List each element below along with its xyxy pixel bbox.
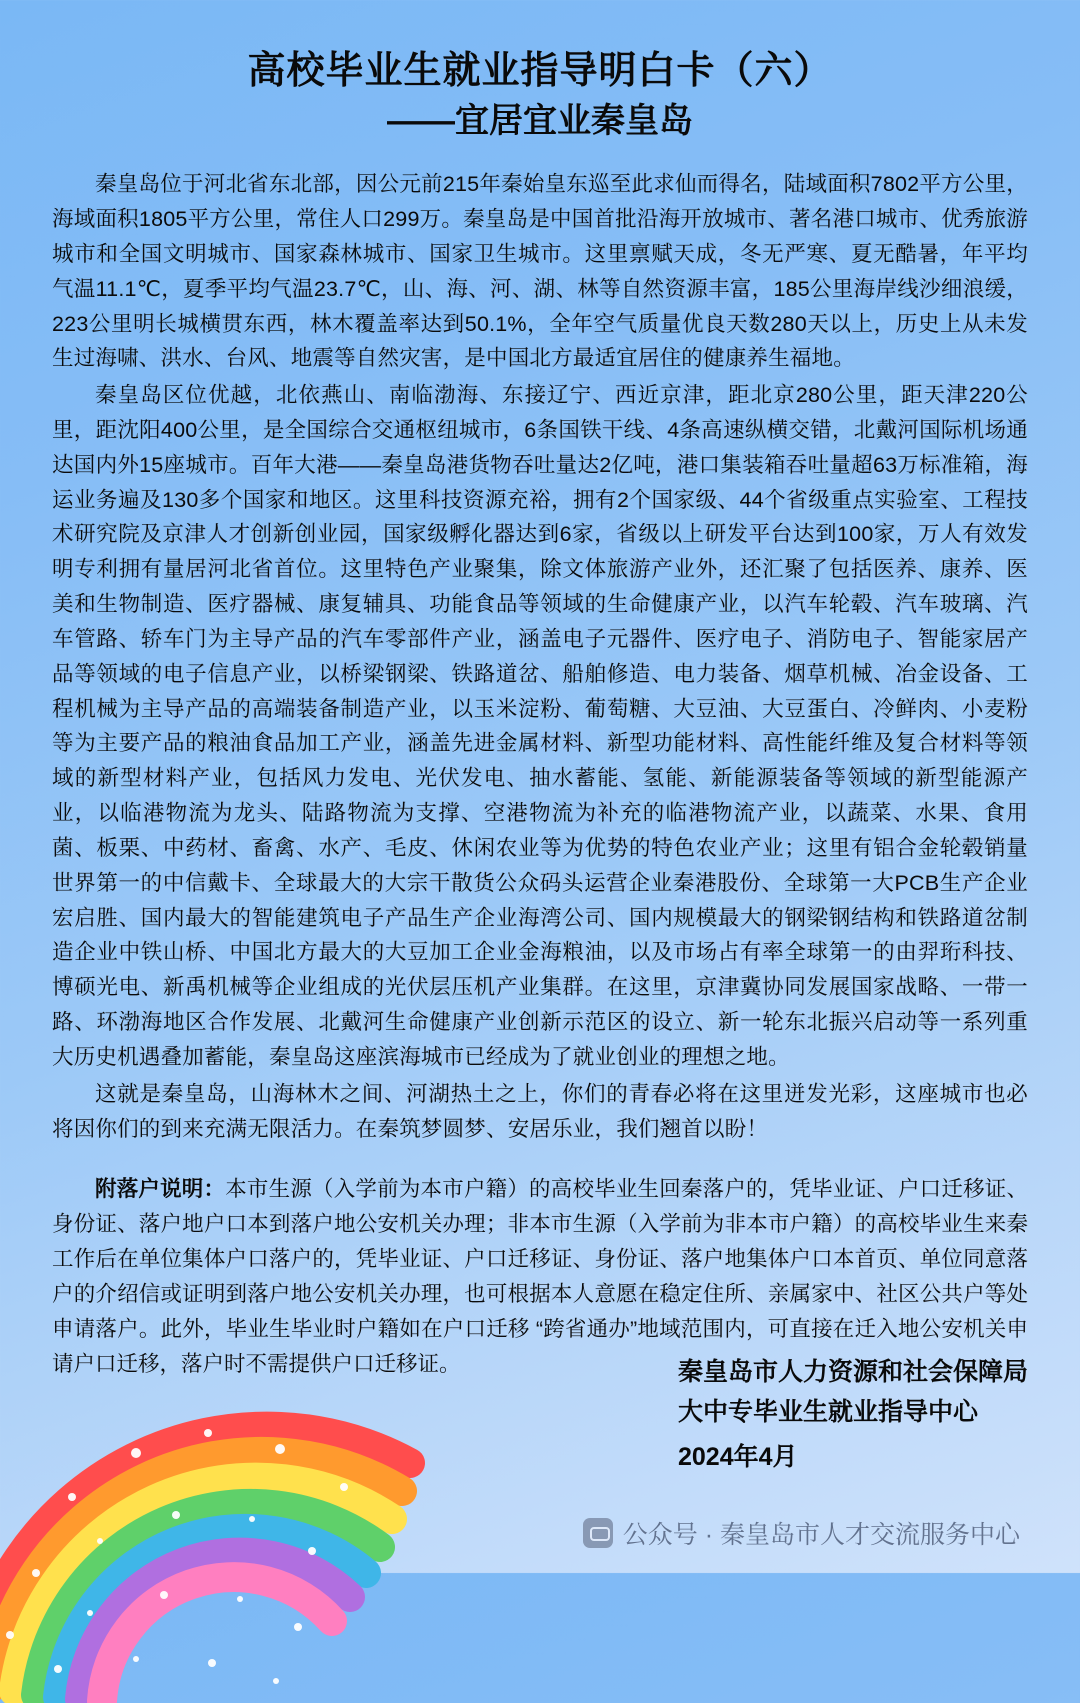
note-label: 附落户说明：: [95, 1177, 226, 1202]
note-paragraph: [52, 1172, 1028, 1381]
official-account-bar: [583, 1515, 1020, 1551]
sparkle-group: [0, 1429, 348, 1684]
note-block: [52, 1172, 1028, 1381]
paragraph-1: 秦皇岛位于河北省东北部，因公元前215年秦始皇东巡至此求仙而得名，陆域面积7802平方公里，海域面积1805平方公里，常住人口299万。秦皇岛是中国首批沿海开放城市、著名港口城市、优秀旅游城市和全国文明城市、国家森林城市、国家卫生城市。这里禀赋天成，冬无严寒、夏无酷暑，年平均气温11.1℃，夏季平均气温23.7℃，山、海、河、湖、林等自然资源丰富，185公里海岸线沙细浪缓，223公里明长城横贯东西，林木覆盖率达到50.1%，全年空气质量优良天数280天以上，历史上从未发生过海啸、洪水、台风、地震等自然灾害，是中国北方最适宜居住的健康养生福地。: [52, 172, 1028, 371]
footer-date: 2024年4月: [677, 1442, 798, 1471]
body-text: [52, 167, 1028, 1146]
footer-org-line2: 大中专毕业生就业指导中心: [677, 1398, 978, 1426]
page-title: 高校毕业生就业指导明白卡（六）: [247, 50, 833, 92]
paragraph-3: 这就是秦皇岛，山海林木之间、河湖热土之上，你们的青春必将在这里迸发光彩，这座城市也必将因你们的到来充满无限活力。在秦筑梦圆梦、安居乐业，我们翘首以盼！: [52, 1081, 1028, 1141]
footer-org-line1: 秦皇岛市人力资源和社会保障局: [677, 1357, 1028, 1386]
paragraph-2: 秦皇岛区位优越，北依燕山、南临渤海、东接辽宁、西近京津，距北京280公里，距天津220公里，距沈阳400公里，是全国综合交通枢纽城市，6条国铁干线、4条高速纵横交错，北戴河国际机场通达国内外15座城市。百年大港——秦皇岛港货物吞吐量达2亿吨，港口集装箱吞吐量超63万标准箱，海运业务遍及130多个国家和地区。这里科技资源充裕，拥有2个国家级、44个省级重点实验室、工程技术研究院及京津人才创新创业园，国家级孵化器达到6家，省级以上研发平台达到100家，万人有效发明专利拥有量居河北省首位。这里特色产业聚集，除文体旅游产业外，还汇聚了包括医养、康养、医美和生物制造、医疗器械、康复辅具、功能食品等领域的生命健康产业，以汽车轮毂、汽车玻璃、汽车管路、轿车门为主导产品的汽车零部件产业，涵盖电子元器件、医疗电子、消防电子、智能家居产品等领域的电子信息产业，以桥梁钢梁、铁路道岔、船舶修造、电力装备、烟草机械、冶金设备、工程机械为主导产品的高端装备制造产业，以玉米淀粉、葡萄糖、大豆油、大豆蛋白、冷鲜肉、小麦粉等为主要产品的粮油食品加工产业，涵盖先进金属材料、新型功能材料、高性能纤维及复合材料等领域的新型材料产业，包括风力发电、光伏发电、抽水蓄能、氢能、新能源装备等领域的新型能源产业，以临港物流为龙头、陆路物流为支撑、空港物流为补充的临港物流产业，以蔬菜、水果、食用菌、板栗、中药材、畜禽、水产、毛皮、休闲农业等为优势的特色农业产业；这里有铝合金轮毂销量世界第一的中信戴卡、全球最大的大宗干散货公众码头运营企业秦港股份、全球第一大PCB生产企业宏启胜、国内最大的智能建筑电子产品生产企业海湾公司、国内规模最大的钢梁钢结构和铁路道岔制造企业中铁山桥、中国北方最大的大豆加工企业金海粮油，以及市场占有率全球第一的由羿珩科技、博硕光电、新禹机械等企业组成的光伏层压机产业集群。在这里，京津冀协同发展国家战略、一带一路、环渤海地区合作发展、北戴河生命健康产业创新示范区的设立、新一轮东北振兴启动等一系列重大历史机遇叠加蓄能，秦皇岛这座滨海城市已经成为了就业创业的理想之地。: [52, 383, 1028, 1069]
official-account-text: 公众号 · 秦皇岛市人才交流服务中心: [622, 1521, 1020, 1549]
page-subtitle: ——宜居宜业秦皇岛: [387, 102, 693, 141]
footer-signature: [678, 1352, 1028, 1478]
wechat-account-icon: [583, 1518, 613, 1548]
note-text: 本市生源（入学前为本市户籍）的高校毕业生回秦落户的，凭毕业证、户口迁移证、身份证、落户地户口本到落户地公安机关办理；非本市生源（入学前为非本市户籍）的高校毕业生来秦工作后在单位集体户口落户的，凭毕业证、户口迁移证、身份证、落户地集体户口本首页、单位同意落户的介绍信或证明到落户地公安机关办理，也可根据本人意愿在稳定住所、亲属家中、社区公共户等处申请落户。此外，毕业生毕业时户籍如在户口迁移 “跨省通办”地域范围内，可直接在迁入地公安机关申请户口迁移，落户时不需提供户口迁移证。: [52, 1177, 1028, 1376]
title-block: [52, 46, 1028, 145]
